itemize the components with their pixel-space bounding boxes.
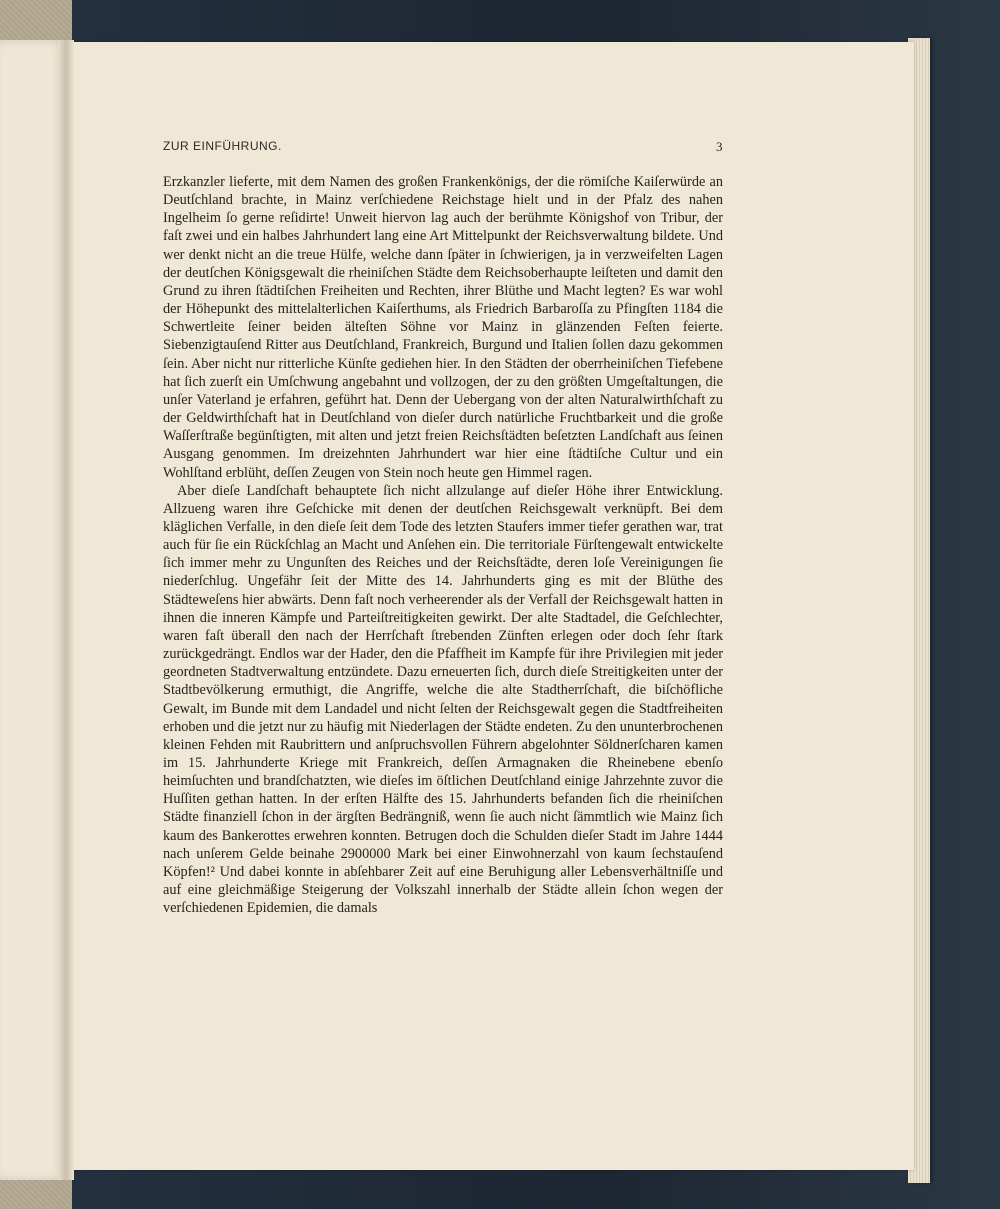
paragraph: Erzkanzler lieferte, mit dem Namen des großen Frankenkönigs, der die römiſche Kaiſerwürde an Deutſchland brachte, in Mainz verſchiedene Reichstage hielt und in der Pfalz des nahen Ingelheim ſo gerne reſidirte! Unweit hiervon lag auch der berühmte Königshof von Tribur, der faſt zwei und ein halbes Jahrhundert lang eine Art Mittelpunkt der Reichsverwaltung bildete. Und wer denkt nicht an die treue Hülfe, welche dann ſpäter in ſchwierigen, ja in verzweifelten Lagen der deutſchen Königsgewalt die rheiniſchen Städte dem Reichsoberhaupte leiſteten und damit den Grund zu ihren ſtädtiſchen Freiheiten und Rechten, ihrer Blüthe und Macht legten? Es war wohl der Höhepunkt des mittelalterlichen Kaiſerthums, als Friedrich Barbaroſſa zu Pfingſten 1184 die Schwertleite ſeiner beiden älteſten Söhne vor Mainz in glänzenden Feſten feierte. Siebenzigtauſend Ritter aus Deutſchland, Frankreich, Burgund und Italien ſollen dazu gekommen ſein. Aber nicht nur ritterliche Künſte gediehen hier. In den Städten der oberrheiniſchen Tiefebene hat ſich zuerſt ein Umſchwung angebahnt und vollzogen, der zu den größten Umgeſtaltungen, die unſer Vaterland je erfahren, geführt hat. Denn der Uebergang von der alten Naturalwirthſchaft zu der Geldwirthſchaft hat in Deutſchland von dieſer durch natürliche Fruchtbarkeit und die große Waſſerſtraße begünſtigten, mit alten und jetzt freien Reichsſtädten beſetzten Landſchaft aus ſeinen Ausgang genommen. Im dreizehnten Jahrhundert war hier eine ſtädtiſche Cultur und ein Wohlſtand erblüht, deſſen Zeugen von Stein noch heute gen Himmel ragen. bbox=[163, 174, 723, 481]
facing-page bbox=[0, 40, 66, 1180]
paragraph: Aber dieſe Landſchaft behauptete ſich nicht allzulange auf dieſer Höhe ihrer Entwicklung. Allzueng waren ihre Geſchicke mit denen der deutſchen Reichsgewalt verknüpft. Bei dem kläglichen Verfalle, in den dieſe ſeit dem Tode des letzten Staufers immer tiefer gerathen war, trat auch für ſie ein Rückſchlag an Macht und Anſehen ein. Die territoriale Fürſtengewalt entwickelte ſich immer mehr zu Ungunſten des Reiches und der Reichsſtädte, deren loſe Vereinigungen ſie niederſchlug. Ungefähr ſeit der Mitte des 14. Jahrhunderts ging es mit der Blüthe des Städteweſens hier abwärts. Denn faſt noch verheerender als der Verfall der Reichsgewalt hatten in ihnen die inneren Kämpfe und Parteiſtreitigkeiten gewirkt. Der alte Stadtadel, die Geſchlechter, waren faſt überall den nach der Herrſchaft ſtrebenden Zünften erlegen oder doch ſehr ſtark zurückgedrängt. Endlos war der Hader, den die Pfaffheit im Kampfe für ihre Privilegien mit jeder geordneten Stadtverwaltung entzündete. Dazu erneuerten ſich, durch dieſe Streitigkeiten unter der Stadtbevölkerung ermuthigt, die Angriffe, welche die alte Stadtherrſchaft, die biſchöfliche Gewalt, im Bunde mit dem Landadel und nicht ſelten der Reichsgewalt gegen die Stadtfreiheiten erhoben und die jetzt nur zu häufig mit Niederlagen der Städte endeten. Zu den ununterbrochenen kleinen Fehden mit Raubrittern und anſpruchsvollen Führern abgelohnter Söldnerſcharen kamen im 15. Jahrhunderte Kriege mit Frankreich, deſſen Armagnaken die Rheinebene ebenſo heimſuchten und brandſchatzten, wie dieſes im öſtlichen Deutſchland einige Jahrzehnte zuvor die Huſſiten gethan hatten. In der erſten Hälfte des 15. Jahrhunderts befanden ſich die rheiniſchen Städte finanziell ſchon in der ärgſten Bedrängniß, wenn ſie auch nicht ſämmtlich wie Mainz ſich kaum des Bankerottes erwehren konnten. Betrugen doch die Schulden dieſer Stadt im Jahre 1444 nach unſerem Gelde beinahe 2900000 Mark bei einer Einwohnerzahl von kaum ſechstauſend Köpfen!² Und dabei konnte in abſehbarer Zeit auf eine Beruhigung aller Lebensverhältniſſe und auf eine gleichmäßige Steigerung der Volkszahl innerhalb der Städte allein ſchon wegen der verſchiedenen Epidemien, die damals bbox=[163, 482, 723, 917]
book-gutter bbox=[58, 40, 74, 1180]
body-text bbox=[163, 173, 723, 917]
page-number: 3 bbox=[716, 139, 723, 154]
chapter-title: ZUR EINFÜHRUNG. bbox=[163, 139, 282, 153]
